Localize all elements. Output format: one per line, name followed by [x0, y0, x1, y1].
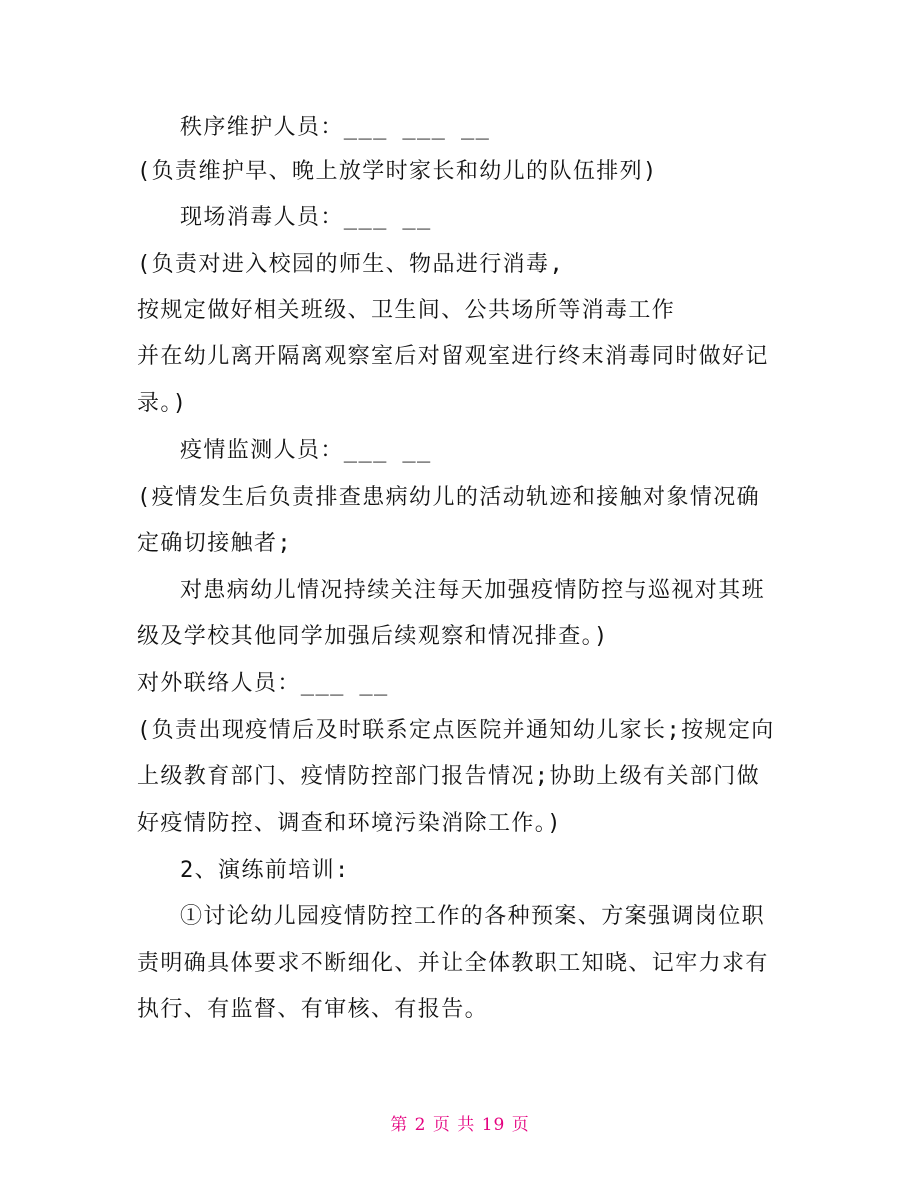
text-line: (疫情发生后负责排查患病幼儿的活动轨迹和接触对象情况确 — [137, 485, 761, 510]
page-number-footer: 第 2 页 共 19 页 — [390, 1115, 530, 1135]
text-line: ①讨论幼儿园疫情防控工作的各种预案、方案强调岗位职 — [180, 904, 766, 929]
text-line: (负责对进入校园的师生、物品进行消毒, — [137, 252, 565, 277]
text-line: 录。) — [137, 391, 188, 416]
text-line: 按规定做好相关班级、卫生间、公共场所等消毒工作 — [137, 298, 676, 323]
text-line: 级及学校其他同学加强后续观察和情况排查。) — [137, 624, 609, 649]
text-line: 2、演练前培训: — [180, 858, 350, 883]
text-line: 秩序维护人员：___ ___ __ — [180, 115, 491, 140]
text-line: 疫情监测人员：___ __ — [180, 438, 432, 463]
text-line: 现场消毒人员：___ __ — [180, 205, 432, 230]
text-line: 执行、有监督、有审核、有报告。 — [137, 997, 489, 1022]
text-line: 并在幼儿离开隔离观察室后对留观室进行终末消毒同时做好记 — [137, 344, 769, 369]
text-line: 好疫情防控、调查和环境污染消除工作。) — [137, 811, 562, 836]
text-line: 定确切接触者; — [137, 531, 293, 556]
text-line: 对患病幼儿情况持续关注每天加强疫情防控与巡视对其班 — [180, 578, 766, 603]
text-line: 对外联络人员：___ __ — [137, 671, 389, 696]
text-line: (负责维护早、晚上放学时家长和幼儿的队伍排列) — [137, 159, 658, 184]
text-line: (负责出现疫情后及时联系定点医院并通知幼儿家长;按规定向 — [137, 718, 775, 743]
text-line: 责明确具体要求不断细化、并让全体教职工知晓、记牢力求有 — [137, 951, 769, 976]
text-line: 上级教育部门、疫情防控部门报告情况;协助上级有关部门做 — [137, 764, 761, 789]
